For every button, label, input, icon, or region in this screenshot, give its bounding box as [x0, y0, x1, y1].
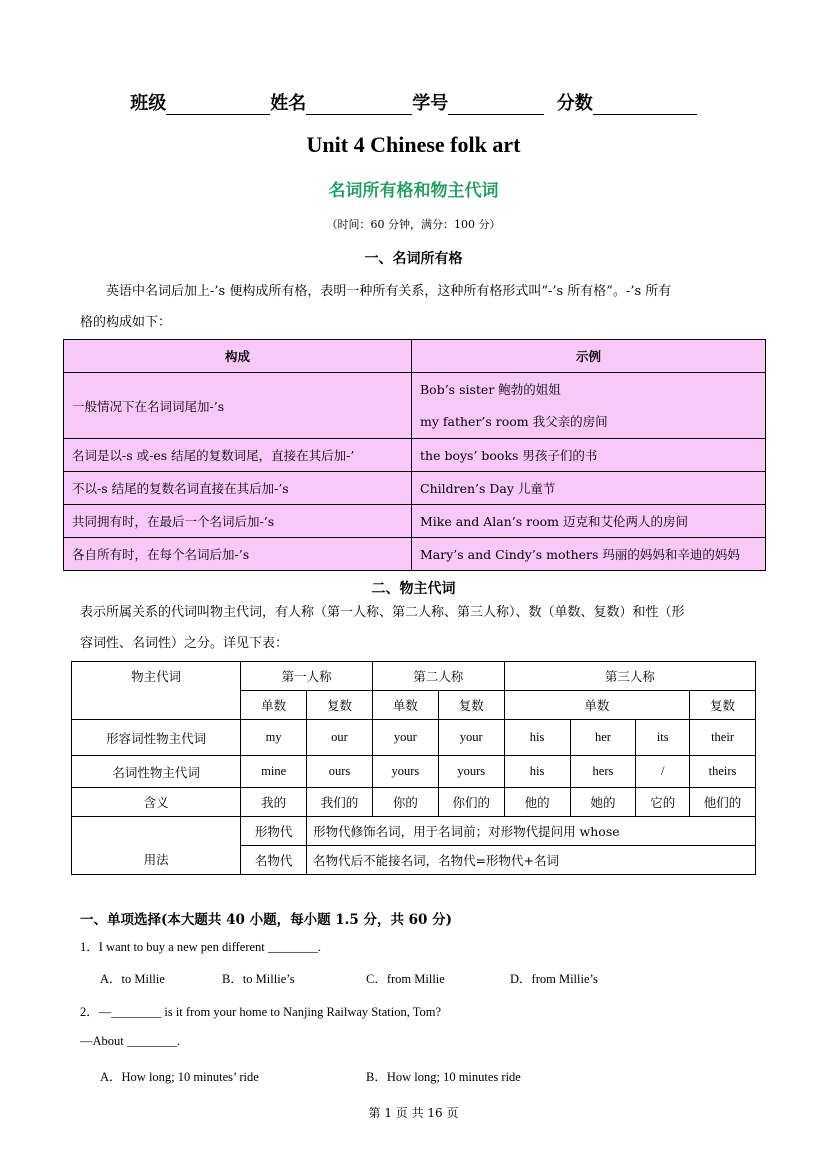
example-cell: Mike and Alan’s room 迈克和艾伦两人的房间	[412, 505, 766, 538]
plural-header: 复数	[307, 691, 373, 720]
rule-cell: 一般情况下在名词词尾加-’s	[64, 373, 412, 439]
rule-cell: 共同拥有时，在最后一个名词后加-’s	[64, 505, 412, 538]
pronoun-cell: theirs	[690, 756, 756, 788]
pronoun-cell: ours	[307, 756, 373, 788]
meaning-cell: 他们的	[690, 788, 756, 817]
section1-intro-line1: 英语中名词后加上-’s 便构成所有格，表明一种所有关系，这种所有格形式叫”-’s 所有格”。-’s 所有	[106, 284, 672, 299]
section2-intro	[80, 597, 750, 659]
pronoun-cell: its	[636, 720, 690, 756]
question-2-line2: —About ________.	[80, 1034, 180, 1048]
section2-intro-line1: 表示所属关系的代词叫物主代词，有人称（第一人称、第二人称、第三人称）、数（单数、复数）和性（形	[80, 605, 685, 620]
usage-text-cell: 名物代后不能接名词，名物代=形物代+名词	[307, 846, 756, 875]
meaning-cell: 我的	[241, 788, 307, 817]
class-blank	[166, 94, 270, 115]
q2-option-a[interactable]: A．How long; 10 minutes’ ride	[100, 1070, 259, 1084]
rule-cell: 不以-s 结尾的复数名词直接在其后加-’s	[64, 472, 412, 505]
singular-header: 单数	[372, 691, 438, 720]
page-title: Unit 4 Chinese folk art	[306, 132, 521, 157]
section1-intro-line2: 格的构成如下：	[80, 315, 172, 330]
table-row	[64, 439, 766, 472]
noun-row-label: 名词性物主代词	[72, 756, 241, 788]
pronoun-cell: our	[307, 720, 373, 756]
section1-intro	[80, 276, 750, 338]
section2-intro-line2: 容词性、名词性）之分。详见下表：	[80, 636, 289, 651]
q1-option-b[interactable]: B．to Millie’s	[222, 972, 295, 986]
pronoun-cell: yours	[372, 756, 438, 788]
pronoun-cell: his	[504, 720, 570, 756]
q1-option-d[interactable]: D．from Millie’s	[510, 972, 598, 986]
q1-option-a[interactable]: A．to Millie	[100, 972, 165, 986]
id-label: 学号	[412, 93, 449, 114]
example-cell: Mary’s and Cindy’s mothers 玛丽的妈妈和辛迪的妈妈	[412, 538, 766, 571]
adj-row-label: 形容词性物主代词	[72, 720, 241, 756]
pronoun-cell: your	[438, 720, 504, 756]
example-cell	[412, 373, 766, 439]
time-note: （时间：60 分钟，满分：100 分）	[326, 218, 501, 231]
first-person-header: 第一人称	[241, 662, 373, 691]
pronoun-cell: mine	[241, 756, 307, 788]
pronoun-cell: my	[241, 720, 307, 756]
id-blank	[448, 94, 544, 115]
corner-cell: 物主代词	[72, 662, 241, 720]
name-blank	[306, 94, 412, 115]
pronoun-cell: hers	[570, 756, 636, 788]
score-label: 分数	[556, 93, 593, 114]
pronoun-cell: their	[690, 720, 756, 756]
meaning-cell: 它的	[636, 788, 690, 817]
rule-cell: 名词是以-s 或-es 结尾的复数词尾，直接在其后加-’	[64, 439, 412, 472]
table-row	[64, 505, 766, 538]
section1-heading: 一、名词所有格	[364, 251, 463, 267]
meaning-cell: 他的	[504, 788, 570, 817]
third-person-header: 第三人称	[504, 662, 755, 691]
page-footer: 第 1 页 共 16 页	[368, 1106, 459, 1120]
usage-text-cell: 形物代修饰名词，用于名词前；对形物代提问用 whose	[307, 817, 756, 846]
possessive-table	[63, 339, 766, 571]
pronoun-cell: her	[570, 720, 636, 756]
pronoun-cell: his	[504, 756, 570, 788]
singular-header: 单数	[504, 691, 689, 720]
usage-type-cell: 名物代	[241, 846, 307, 875]
q2-option-b[interactable]: B．How long; 10 minutes ride	[366, 1070, 521, 1084]
question-2-stem: 2．—________ is it from your home to Nanjing Railway Station, Tom?	[80, 1005, 442, 1019]
singular-header: 单数	[241, 691, 307, 720]
col-header-example: 示例	[412, 340, 766, 373]
usage-type-cell: 形物代	[241, 817, 307, 846]
meaning-cell: 她的	[570, 788, 636, 817]
pronoun-table	[71, 661, 756, 875]
example-cell: Children’s Day 儿童节	[412, 472, 766, 505]
second-person-header: 第二人称	[372, 662, 504, 691]
meaning-cell: 我们的	[307, 788, 373, 817]
section2-heading: 二、物主代词	[371, 581, 456, 597]
table-row	[64, 472, 766, 505]
pronoun-cell: /	[636, 756, 690, 788]
example-text: my father’s room 我父亲的房间	[420, 413, 608, 429]
table-row	[64, 538, 766, 571]
score-blank	[593, 94, 697, 115]
example-cell: the boys’ books 男孩子们的书	[412, 439, 766, 472]
question-1-stem: 1．I want to buy a new pen different ________.	[80, 940, 322, 954]
q1-option-c[interactable]: C．from Millie	[366, 972, 445, 986]
rule-cell: 各自所有时，在每个名词后加-’s	[64, 538, 412, 571]
page-subtitle: 名词所有格和物主代词	[328, 181, 499, 201]
example-text: Bob’s sister 鲍勃的姐姐	[420, 381, 561, 397]
meaning-cell: 你们的	[438, 788, 504, 817]
student-info-line	[0, 89, 827, 115]
plural-header: 复数	[438, 691, 504, 720]
col-header-rule: 构成	[64, 340, 412, 373]
pronoun-cell: yours	[438, 756, 504, 788]
meaning-row-label: 含义	[72, 788, 241, 817]
exercise-heading: 一、单项选择(本大题共 40 小题，每小题 1.5 分，共 60 分)	[80, 912, 453, 928]
pronoun-cell: your	[372, 720, 438, 756]
usage-row-label: 用法	[72, 817, 241, 875]
name-label: 姓名	[270, 93, 307, 114]
class-label: 班级	[130, 93, 167, 114]
table-row	[64, 373, 766, 439]
plural-header: 复数	[690, 691, 756, 720]
meaning-cell: 你的	[372, 788, 438, 817]
